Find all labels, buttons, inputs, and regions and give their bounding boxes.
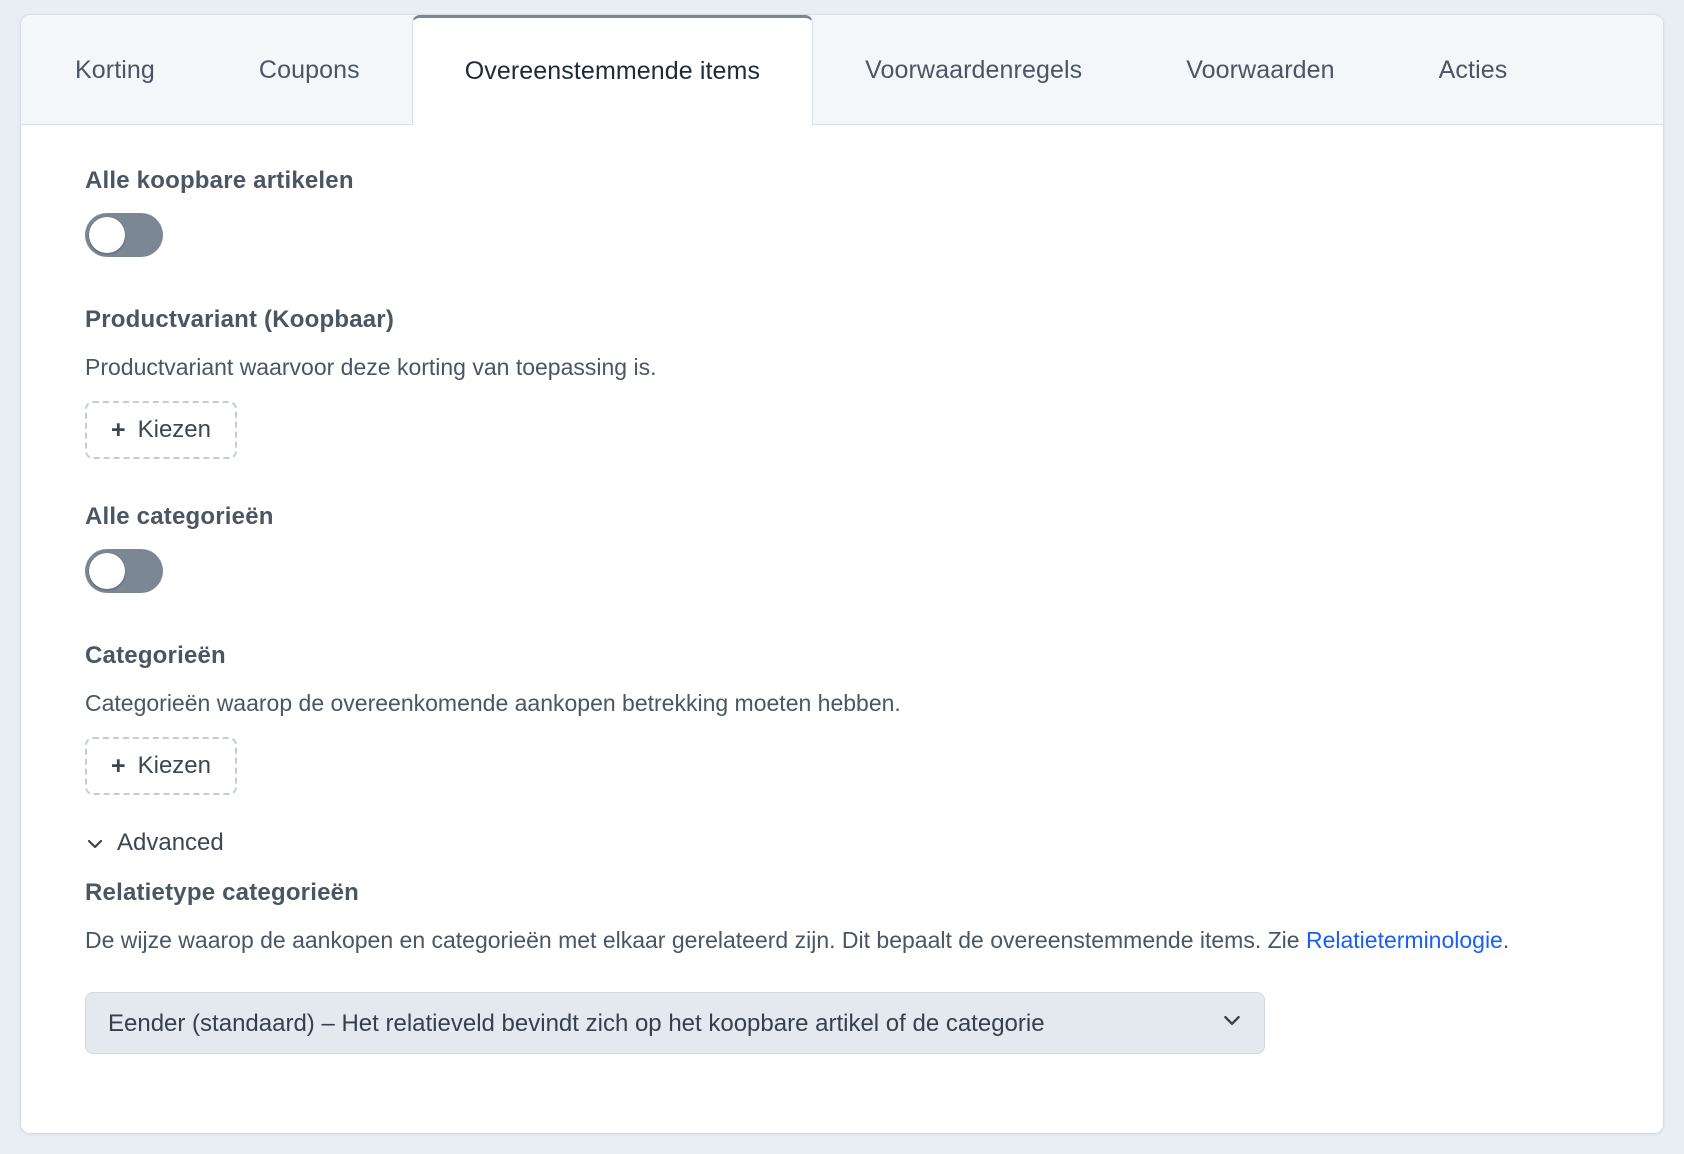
tab-bar [21,15,1663,125]
all-purchasables-label: Alle koopbare artikelen [85,167,354,194]
product-variant-description: Productvariant waarvoor deze korting van toepassing is. [85,354,657,380]
field-all-purchasables [85,167,1599,262]
field-categories [85,642,1599,795]
category-relationship-type-label: Relatietype categorieën [85,879,360,907]
tab-panel-content [21,125,1663,1054]
field-all-categories [85,503,1599,598]
tab-acties[interactable]: Acties [1387,16,1560,124]
tab-korting[interactable]: Korting [23,16,207,124]
advanced-label: Advanced [117,829,224,857]
tab-overeenstemmende-items[interactable]: Overeenstemmende items [412,15,813,125]
plus-icon: + [111,751,126,780]
description-text-part2: . [1502,927,1510,954]
field-product-variant [85,306,1599,459]
field-category-relationship-type [85,879,1599,1054]
all-categories-toggle[interactable] [85,549,163,593]
category-relationship-type-description [85,925,1599,956]
discount-settings-panel [20,14,1664,1134]
tab-voorwaarden[interactable]: Voorwaarden [1134,16,1386,124]
categories-choose-button[interactable] [85,737,237,795]
categories-description: Categorieën waarop de overeenkomende aankopen betrekking moeten hebben. [85,690,901,717]
plus-icon: + [111,415,126,444]
categories-label: Categorieën [85,642,226,670]
product-variant-choose-label: Kiezen [137,416,211,444]
chevron-down-icon [85,833,105,853]
tab-voorwaardenregels[interactable]: Voorwaardenregels [813,16,1134,124]
all-purchasables-toggle[interactable] [85,213,163,257]
toggle-knob [89,217,125,253]
toggle-knob [89,553,125,589]
relationship-terminology-link[interactable]: Relatieterminologie [1305,927,1503,954]
description-text-part1: De wijze waarop de aankopen en categorieën met elkaar gerelateerd zijn. Dit bepaalt de overeenstemmende items. Zie [85,927,1306,954]
advanced-toggle[interactable] [85,829,1599,857]
category-relationship-type-select-wrap [85,992,1265,1054]
category-relationship-type-select[interactable] [85,992,1265,1054]
tab-coupons[interactable]: Coupons [207,16,412,124]
product-variant-label: Productvariant (Koopbaar) [85,306,395,333]
all-categories-label: Alle categorieën [85,503,274,531]
product-variant-choose-button[interactable] [85,401,237,459]
categories-choose-label: Kiezen [137,752,211,780]
